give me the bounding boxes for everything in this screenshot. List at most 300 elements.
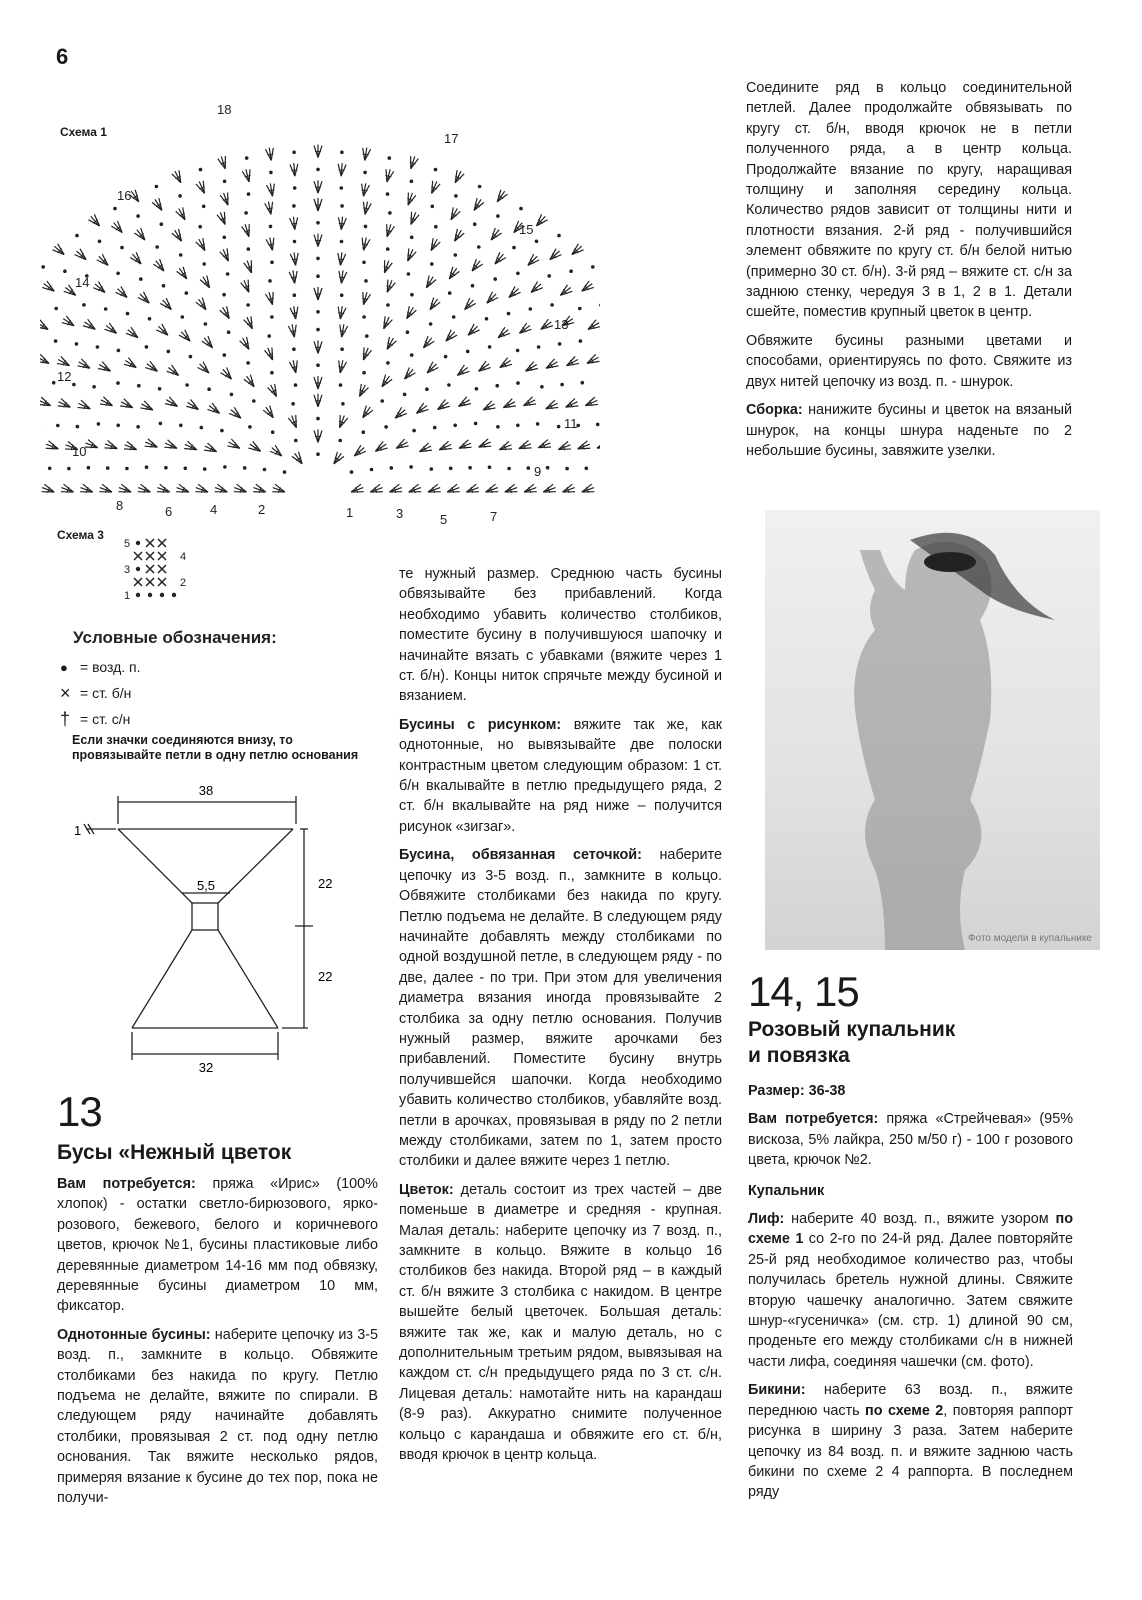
stitch-symbol [314,340,322,353]
row-number-label: 10 [72,444,87,459]
stitch-symbol [171,169,184,184]
stitch-symbol [506,286,521,301]
chain-dot [227,330,231,334]
chain-dot [316,328,320,332]
stitch-symbol [455,364,470,378]
chain-dot [388,156,392,160]
stitch-symbol [336,414,348,429]
column3-text [746,78,1072,469]
stitch-symbol [269,445,284,460]
chain-dot [585,467,589,471]
chain-dot [488,345,492,349]
stitch-symbol [380,315,393,330]
chain-dot [56,424,60,428]
stitch-symbol [153,258,167,273]
chain-dot [247,247,251,251]
chain-dot [433,426,437,430]
chain-dot [164,466,168,470]
chain-dot [246,361,250,365]
stitch-symbol [265,291,276,306]
legend-item-text: = ст. б/н [80,685,132,701]
stitch-symbol [537,439,552,451]
chain-dot [67,467,71,471]
legend [60,654,390,732]
stitch-symbol [290,216,299,230]
chain-dot [155,185,159,189]
chain-dot [139,277,143,281]
chain-dot [271,430,275,434]
stitch-symbol [484,291,499,306]
chain-dot [569,269,573,273]
stitch-symbol [528,281,543,296]
legend-item-text: = ст. с/н [80,711,131,727]
stitch-symbol [476,360,491,374]
swimsuit-subhead: Купальник [748,1182,825,1199]
stitch-symbol [228,407,243,422]
chain-dot [52,381,56,385]
chain-dot [512,246,516,250]
stitch-symbol [104,322,119,336]
stitch-symbol [393,407,408,422]
row-number-label: 9 [534,464,542,479]
chain-dot [519,207,523,211]
chain-dot [223,236,227,240]
stitch-symbol [115,286,130,301]
stitch-symbol [137,484,152,496]
row-number-label: 3 [396,506,404,521]
chain-dot [263,468,267,472]
chain-dot [160,222,164,226]
chain-dot [370,468,374,472]
chain-dot [536,422,540,426]
stitch-symbol [263,405,277,420]
row-number-label: 16 [117,188,132,203]
column3-lower-text [748,1081,1073,1511]
column1-text [57,1174,378,1517]
chain-dot [340,151,344,155]
scheme1-row [271,451,364,496]
legend-title: Условные обозначения: [73,628,277,647]
stitch-symbol [369,484,384,496]
stitch-symbol [163,439,178,452]
chain-dot [136,541,140,545]
chain-dot [340,293,344,297]
chain-dot [294,383,298,387]
stitch-symbol [197,361,212,376]
chain-dot [468,466,472,470]
row-number-label: 8 [116,498,124,513]
stitch-symbol [557,441,572,453]
stitch-symbol [41,280,56,294]
stitch-symbol [60,484,75,496]
chain-dot [104,307,108,311]
scheme1-row [40,216,600,495]
chain-dot [316,310,320,314]
chain-dot [475,387,479,391]
stitch-symbol [134,227,148,242]
chain-dot [452,315,456,319]
stitch-symbol [596,440,600,452]
stitch-symbol [428,237,441,252]
chain-dot [82,303,86,307]
lower-height-label: 22 [318,969,333,984]
chain-dot [410,236,414,240]
chain-dot [364,279,368,283]
stitch-symbol [360,237,371,251]
stitch-symbol [383,168,394,183]
stitch-symbol [542,484,557,496]
chain-dot [507,467,511,471]
chain-dot [599,303,600,307]
chain-dot [293,186,297,190]
chain-dot [159,422,163,426]
stitch-symbol [338,324,348,338]
section13-materials: Вам потребуется: пряжа «Ирис» (100% хлопок) - остатки светло-бирюзового, ярко-розового, бежевого, белого и коричневого цветов, крючок №1, бусины пластиковые либо деревянные диаметром 14-16 мм под обвязку, деревянные бусины диаметром 10 мм, фиксатор. [57,1176,378,1315]
chain-dot [92,385,96,389]
stitch-symbol [171,228,185,243]
chain-dot [200,426,204,430]
scheme3-row-label: 1 [124,590,131,602]
chain-dot [550,303,554,307]
stitch-symbol [435,399,450,413]
stitch-symbol [56,356,71,369]
stitch-symbol [451,228,465,243]
stitch-symbol [427,297,441,312]
chain-dot [316,417,320,421]
chain-dot [178,194,182,198]
chain-dot [412,429,416,433]
chain-dot [106,466,110,470]
column2-continuation: те нужный размер. Среднюю часть бусины обвязывайте без прибавлений. Когда необходимо убавить количество столбиков, поместите бусину в получившуюся шапочку и начинайте вязать с убавками (вяжите через 1 ст. б/н). Концы ниток спрячьте между бусиной и вязанием. [399,566,722,705]
chain-stitch-icon: ● [60,659,68,675]
stitch-symbol [502,398,517,411]
stitch-symbol [469,258,483,273]
row-number-label: 2 [258,502,266,517]
chain-dot [409,465,413,469]
section1415-title-line2: и повязка [748,1044,850,1067]
single-crochet-mark [158,539,166,547]
chain-dot [223,180,227,184]
stitch-symbol [166,364,181,378]
stitch-symbol [438,441,453,454]
chain-dot [230,393,234,397]
stitch-symbol [569,243,584,258]
chain-dot [386,192,390,196]
stitch-symbol [99,396,114,409]
stitch-symbol [118,484,133,496]
chain-dot [364,225,368,229]
stitch-symbol [243,315,256,330]
chain-dot [350,470,354,474]
chain-dot [203,467,207,471]
stitch-symbol [388,484,403,496]
scheme1-label: Схема 1 [60,125,107,139]
chain-dot [136,567,140,571]
stitch-symbol [214,484,229,496]
stitch-symbol [580,484,595,496]
stitch-symbol [359,405,373,420]
bikini-instructions: Бикини: наберите 63 возд. п., вяжите переднюю часть по схеме 2, повторяя раппорт рисунка в ширину 3 раза. Затем наберите цепочку из 84 возд. п. и вяжите заднюю часть бикини по схеме 2 4 раппорта. В последнем ряду [748,1382,1073,1501]
chain-dot [76,425,80,429]
chain-dot [547,274,551,278]
scheme1-row [40,163,600,496]
legend-note: Если значки соединяются внизу, то провязывайте петли в одну петлю основания [72,733,359,762]
stitch-symbol [233,484,248,496]
chain-dot [473,222,477,226]
stitch-symbol [252,484,267,496]
scheme3-row [124,590,176,602]
chain-dot [294,439,298,443]
stitch-symbol [92,281,107,296]
stitch-symbol [125,327,140,341]
stitch-symbol [544,400,559,413]
stitch-symbol [492,251,507,266]
chain-dot [591,265,595,269]
stitch-symbol [356,383,369,398]
stitch-symbol [207,402,222,416]
stitch-symbol [403,305,416,320]
chain-dot [48,467,52,471]
chain-dot [202,262,206,266]
chain-dot [516,424,520,428]
chain-dot [185,291,189,295]
single-crochet-mark [146,539,154,547]
stitch-symbol [314,198,322,211]
stitch-symbol [446,266,460,281]
chain-dot [116,424,120,428]
stitch-symbol [98,484,113,496]
stitch-symbol [360,183,370,197]
stitch-symbol [104,440,119,452]
stitch-symbol [414,402,429,416]
chain-dot [96,345,100,349]
stitch-symbol [350,484,365,496]
stitch-symbol [40,354,51,367]
stitch-symbol [457,439,472,452]
stitch-symbol [77,400,92,413]
stitch-symbol [57,398,72,411]
chain-dot [199,168,203,172]
stitch-symbol [175,484,190,496]
chain-dot [546,466,550,470]
stitch-symbol [40,397,52,410]
double-crochet-icon: † [60,708,71,729]
chain-dot [246,303,250,307]
stitch-symbol [379,374,393,389]
stitch-symbol [220,367,235,382]
chain-dot [407,272,411,276]
chain-dot [430,262,434,266]
chain-dot [540,385,544,389]
chain-dot [316,363,320,367]
stitch-symbol [241,223,252,238]
stitch-symbol [547,248,562,263]
flower-continuation: Соедините ряд в кольцо соединительной петлей. Далее продолжайте обвязывать по кругу ст. б/н, вводя крючок не в петли полученного ряда, а в центр кольца. Продолжайте вязание по кругу, наращивая толщину и заполняя середину кольца. Количество рядов зависит от толщины нити и плотности вязания. 2-й ряд - получившийся элемент обвяжите по кругу ст. б/н белой нитью (примерно 30 ст. б/н). 3-й ряд – вяжите ст. с/н за заднюю стенку, чередуя 3 в 1, 2 в 1. Детали сшейте, поместив крупный цветок в центр. [746,80,1072,321]
chain-dot [430,467,434,471]
stitch-symbol [220,192,232,207]
model-silhouette [765,510,1100,950]
stitch-symbol [584,397,599,410]
scheme3-row-label: 4 [180,551,187,563]
stitch-symbol [266,183,276,197]
top-width-label: 38 [198,783,214,798]
stitch-symbol [227,438,242,451]
scheme1-diagram [40,80,600,530]
stitch-symbol [384,336,397,351]
stitch-symbol [265,147,275,161]
stitch-symbol [144,438,159,450]
stitch-symbol [558,284,573,298]
chain-dot [425,387,429,391]
chain-dot [388,211,392,215]
chain-dot [54,307,58,311]
stitch-symbol [119,398,134,411]
chain-dot [126,312,130,316]
stitch-symbol [447,207,460,222]
stitch-symbol [264,346,276,361]
single-crochet-mark [146,578,154,586]
stitch-symbol [314,145,322,158]
single-crochet-mark [134,578,142,586]
row-number-label: 6 [165,504,173,519]
chain-dot [283,470,287,474]
chain-dot [184,467,188,471]
row-number-label: 13 [554,317,569,332]
row-number-label: 5 [440,512,448,527]
page-number: 6 [56,44,69,69]
chain-dot [75,234,79,238]
chain-dot [558,342,562,346]
chain-dot [223,465,227,469]
scheme3-row [134,577,186,589]
chain-dot [160,593,164,597]
chain-dot [158,387,162,391]
stitch-symbol [418,442,433,455]
scheme1-row [98,287,537,496]
row-number-label: 14 [75,275,90,290]
chain-dot [316,221,320,225]
row-number-label: 18 [217,102,232,117]
chain-dot [223,353,227,357]
chain-dot [495,384,499,388]
stitch-symbol [538,319,553,333]
stitch-symbol [517,440,532,452]
stitch-symbol [484,484,499,496]
section13-title: Бусы «Нежный цветок [57,1141,292,1164]
stitch-symbol [336,306,346,320]
stitch-symbol [201,335,215,350]
chain-dot [434,168,438,172]
chain-dot [136,593,140,597]
chain-dot [493,277,497,281]
stitch-symbol [164,396,179,410]
chain-dot [339,383,343,387]
stitch-symbol [525,253,540,268]
stitch-symbol [267,383,280,398]
single-crochet-mark [158,578,166,586]
chain-dot [529,307,533,311]
chain-dot [579,339,583,343]
chain-dot [431,205,435,209]
chain-dot [560,383,564,387]
chain-dot [181,315,185,319]
stitch-symbol [423,275,437,290]
stitch-symbol [176,266,190,281]
stitch-symbol [465,484,480,496]
chain-dot [162,284,166,288]
section13-plain-beads: Однотонные бусины: наберите цепочку из 3-5 возд. п., замкните в кольцо. Обвяжите столбиками без накида по кругу. Петлю подъема не делайте, вяжите по спирали. В следующем ряду начинайте добавлять столбики, провязывая 2 ст. под одну петлю основания. Так вяжите несколько рядов, примеряя вязание к бусине до тех пор, пока не получи- [57,1326,378,1507]
chain-dot [41,265,45,269]
single-crochet-mark [158,552,166,560]
stitch-symbol [217,155,229,170]
stitch-symbol [337,270,347,284]
chain-dot [72,383,76,387]
chain-dot [578,307,582,311]
chain-dot [535,240,539,244]
chain-dot [341,402,345,406]
stitch-symbol [74,248,89,263]
scheme3-label: Схема 3 [57,528,104,542]
chain-dot [537,345,541,349]
chain-dot [386,303,390,307]
row-number-label: 1 [346,505,354,520]
stitch-symbol [240,279,252,294]
stitch-symbol [160,297,175,312]
chain-dot [380,399,384,403]
stitch-symbol [446,484,461,496]
stitch-symbol [337,216,346,230]
upper-height-label: 22 [318,876,333,891]
stitch-symbol [111,220,126,235]
chain-dot [429,322,433,326]
patterned-beads: Бусины с рисунком: вяжите так же, как однотонные, но вывязывайте две полоски контрастным цветом следующим образом: 1 ст. б/н вкалывайте в петлю предыдущего ряда, 2 ст. б/н вкалывайте на ряд ниже – получится рисунок «зигзаг». [399,716,722,835]
chain-dot [363,171,367,175]
chain-dot [386,247,390,251]
chain-dot [454,194,458,198]
stitch-symbol [123,357,138,371]
chain-dot [477,245,481,249]
stitch-symbol [289,270,299,284]
stitch-symbol [219,305,232,320]
stitch-symbol [456,396,471,410]
chain-dot [116,381,120,385]
scheme3-row-label: 2 [180,577,187,589]
stitch-symbol [96,253,111,268]
chain-dot [316,274,320,278]
chain-dot [362,371,366,375]
bead-wrapping: Обвяжите бусины разными цветами и способами, ориентируясь по фото. Свяжите из двух нитей цепочку из возд. п. - шнурок. [746,332,1072,390]
stitch-symbol [496,327,511,341]
scheme3-row [124,538,166,550]
stitch-symbol [533,214,548,229]
stitch-symbol [77,358,92,371]
chain-dot [204,322,208,326]
chain-dot [444,355,448,359]
stitch-symbol [360,291,371,306]
size-line: Размер: 36-38 [748,1083,846,1099]
stitch-symbol [242,168,253,183]
chain-dot [453,424,457,428]
stitch-symbol [137,291,152,306]
stitch-symbol [523,484,538,496]
stitch-symbol [565,356,580,369]
stitch-symbol [152,197,166,212]
chain-dot [202,205,206,209]
chain-dot [496,214,500,218]
legend-item-chain [60,654,390,680]
waist-rect [192,903,218,930]
single-crochet-mark [146,552,154,560]
